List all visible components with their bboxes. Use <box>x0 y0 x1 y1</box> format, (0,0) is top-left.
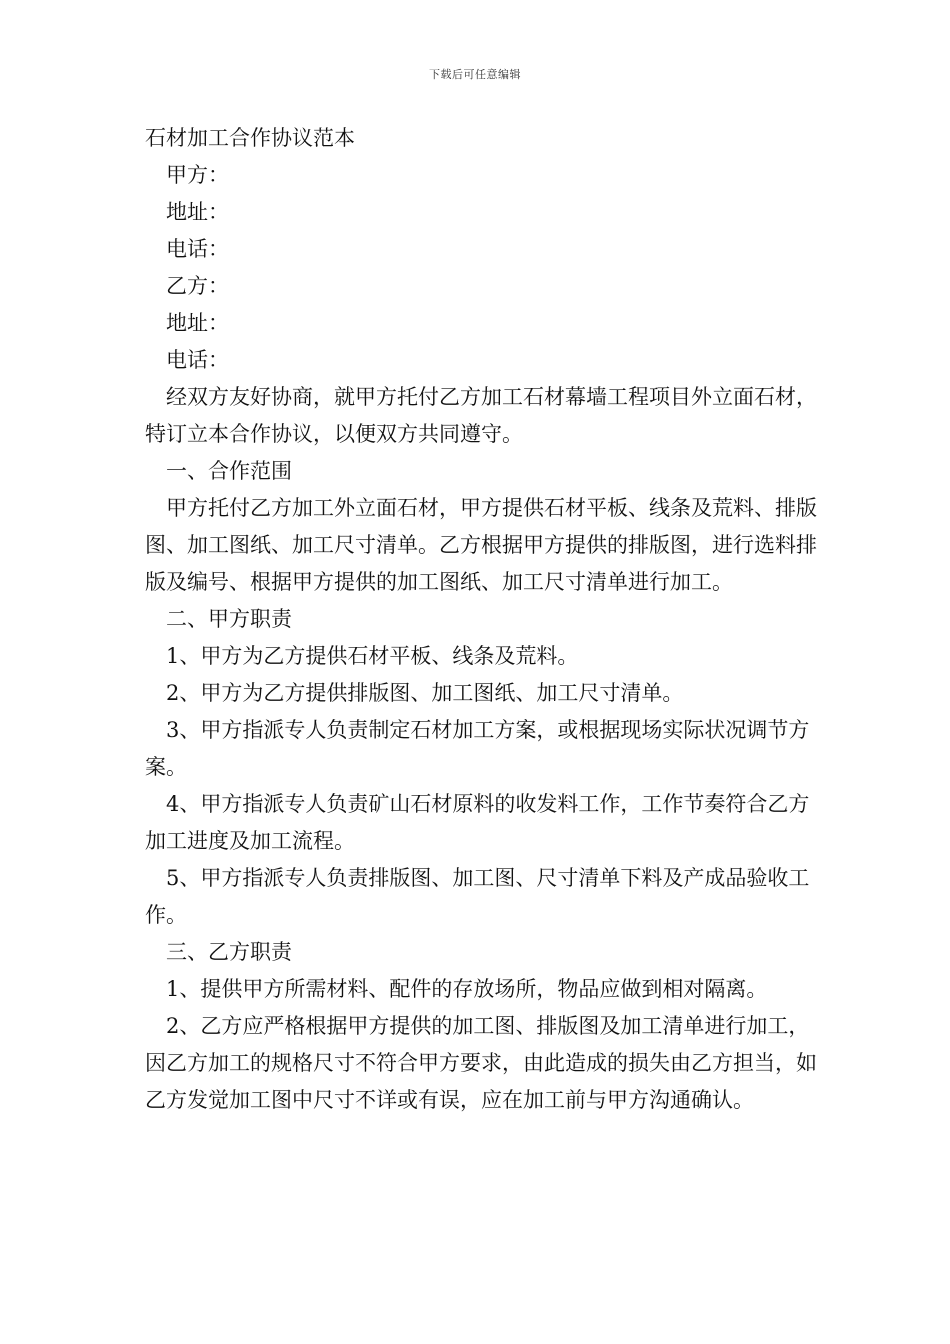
document-title: 石材加工合作协议范本 <box>145 126 355 150</box>
document-body <box>145 120 825 1119</box>
page-header-note: 下载后可任意编辑 <box>429 68 521 81</box>
section2-item: 2、甲方为乙方提供排版图、加工图纸、加工尺寸清单。 <box>166 681 684 705</box>
section3-item: 1、提供甲方所需材料、配件的存放场所，物品应做到相对隔离。 <box>166 977 768 1001</box>
section2-item: 1、甲方为乙方提供石材平板、线条及荒料。 <box>166 644 579 668</box>
party-a-label: 甲方： <box>166 163 229 187</box>
party-a-address-label: 地址： <box>166 200 229 224</box>
party-b-phone-label: 电话： <box>166 348 229 372</box>
section2-item: 5、甲方指派专人负责排版图、加工图、尺寸清单下料及产成品验收工作。 <box>145 866 810 927</box>
section2-item: 3、甲方指派专人负责制定石材加工方案，或根据现场实际状况调节方案。 <box>145 718 810 779</box>
party-b-label: 乙方： <box>166 274 229 298</box>
party-a-phone-label: 电话： <box>166 237 229 261</box>
section1-paragraph: 甲方托付乙方加工外立面石材，甲方提供石材平板、线条及荒料、排版图、加工图纸、加工尺寸清单。乙方根据甲方提供的排版图，进行选料排版及编号、根据甲方提供的加工图纸、加工尺寸清单进行加工。 <box>145 496 817 594</box>
section2-heading: 二、甲方职责 <box>166 607 292 631</box>
section3-item: 2、乙方应严格根据甲方提供的加工图、排版图及加工清单进行加工，因乙方加工的规格尺寸不符合甲方要求，由此造成的损失由乙方担当，如乙方发觉加工图中尺寸不详或有误，应在加工前与甲方沟通确认。 <box>145 1014 817 1112</box>
section2-item: 4、甲方指派专人负责矿山石材原料的收发料工作，工作节奏符合乙方加工进度及加工流程。 <box>145 792 810 853</box>
section1-heading: 一、合作范围 <box>166 459 292 483</box>
party-b-address-label: 地址： <box>166 311 229 335</box>
section3-heading: 三、乙方职责 <box>166 940 292 964</box>
intro-paragraph: 经双方友好协商，就甲方托付乙方加工石材幕墙工程项目外立面石材，特订立本合作协议，以便双方共同遵守。 <box>145 385 817 446</box>
